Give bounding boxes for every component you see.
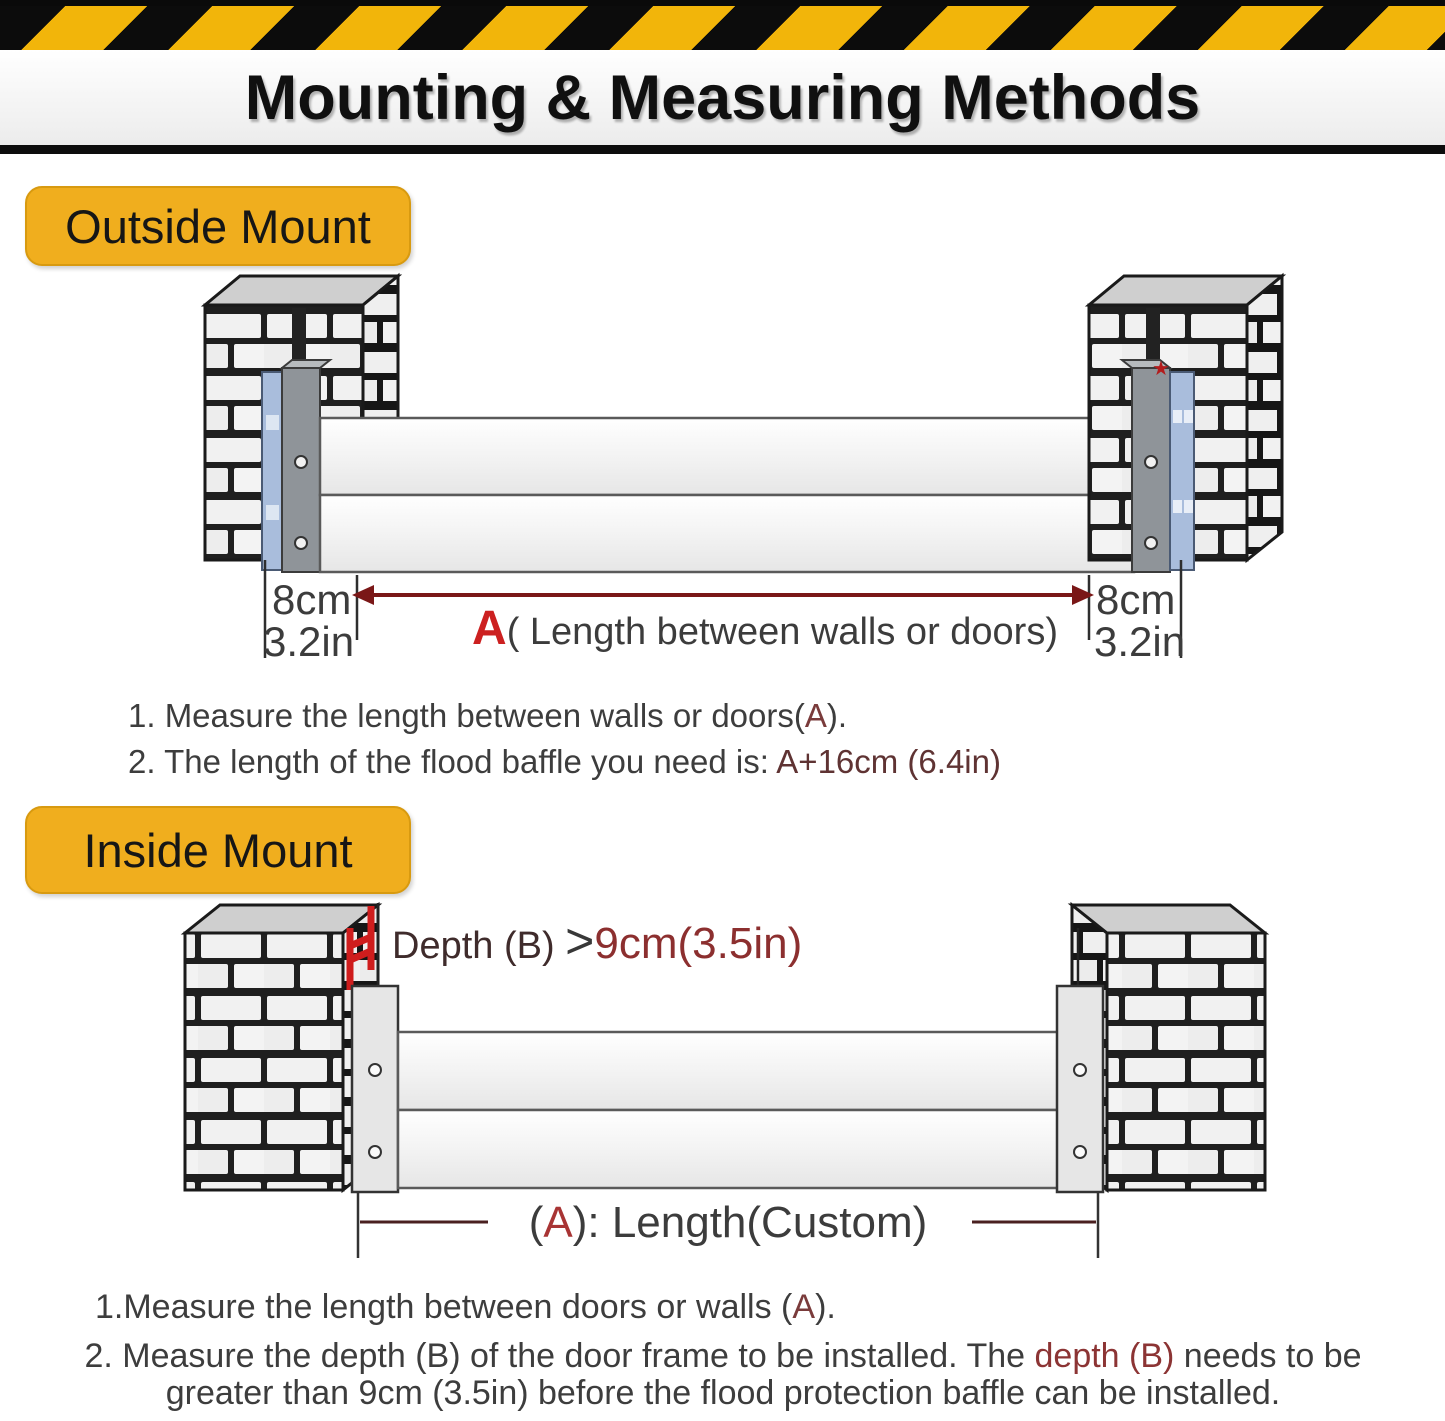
right-mounting-plate (1057, 986, 1103, 1192)
outside-step-2: 2. The length of the flood baffle you need is: A+16cm (6.4in) (128, 743, 1001, 780)
seal-clip (266, 415, 279, 430)
screw-hole (369, 1146, 381, 1158)
screw-hole (1145, 456, 1157, 468)
pillar-top-face (1072, 905, 1265, 933)
flood-baffle-planks (320, 418, 1134, 572)
length-label: (A): Length(Custom) (528, 1198, 928, 1247)
seal-clip (1184, 500, 1193, 513)
channel-slot (1146, 308, 1160, 365)
seal-clip (1173, 410, 1182, 423)
span-caption: A( Length between walls or doors) (472, 602, 1058, 655)
var-a: A (804, 697, 827, 734)
length-formula: A+16cm (6.4in) (776, 743, 1001, 780)
depth-label: Depth (B) >9cm(3.5in) (392, 913, 803, 969)
left-seal-strip (262, 372, 282, 570)
screw-hole (295, 537, 307, 549)
pillar-front-face (185, 933, 343, 1190)
flood-baffle-planks (398, 1032, 1060, 1188)
outside-mount-badge (25, 186, 411, 266)
header-divider-bar (0, 145, 1445, 154)
hazard-stripe-band (0, 0, 1445, 50)
outside-mount-steps (128, 693, 1001, 785)
span-arrow (352, 585, 1094, 605)
var-depth-b: depth (B) (1034, 1337, 1175, 1375)
inside-step-2: 2. Measure the depth (B) of the door frame to be installed. The depth (B) needs to be greater than 9cm (3.5in) before the flood protection baffle can be installed. (84, 1337, 1362, 1412)
inside-mount-diagram (0, 898, 1445, 1290)
plank-bottom (398, 1110, 1060, 1188)
star-marker-icon: ★ (1152, 358, 1170, 380)
left-offset-in: 3.2in (263, 618, 355, 665)
right-offset-cm: 8cm (1096, 576, 1176, 623)
screw-hole (295, 456, 307, 468)
seal-clip (1184, 410, 1193, 423)
screw-hole (1074, 1146, 1086, 1158)
plank-top (398, 1032, 1060, 1110)
inside-step-1: 1.Measure the length between doors or walls (A). (95, 1288, 836, 1326)
left-offset-cm: 8cm (272, 576, 352, 623)
page-title: Mounting & Measuring Methods (244, 62, 1201, 133)
outside-step-1: 1. Measure the length between walls or doors(A). (128, 697, 848, 734)
inside-mount-badge-label: Inside Mount (83, 823, 353, 877)
pillar-side-face (1247, 276, 1282, 560)
left-mounting-plate (352, 986, 398, 1192)
outside-mount-diagram (0, 270, 1445, 690)
var-a: A (792, 1288, 816, 1326)
pillar-front-face (1107, 933, 1265, 1190)
screw-hole (1074, 1064, 1086, 1076)
title-band (0, 50, 1445, 145)
plank-bottom (320, 495, 1134, 572)
inside-mount-badge (25, 806, 411, 894)
right-offset-in: 3.2in (1094, 618, 1186, 665)
screw-hole (1145, 537, 1157, 549)
outside-mount-badge-label: Outside Mount (65, 199, 371, 253)
screw-hole (369, 1064, 381, 1076)
plank-top (320, 418, 1134, 495)
seal-clip (266, 505, 279, 520)
seal-clip (1173, 500, 1182, 513)
right-seal-strip (1170, 372, 1194, 570)
